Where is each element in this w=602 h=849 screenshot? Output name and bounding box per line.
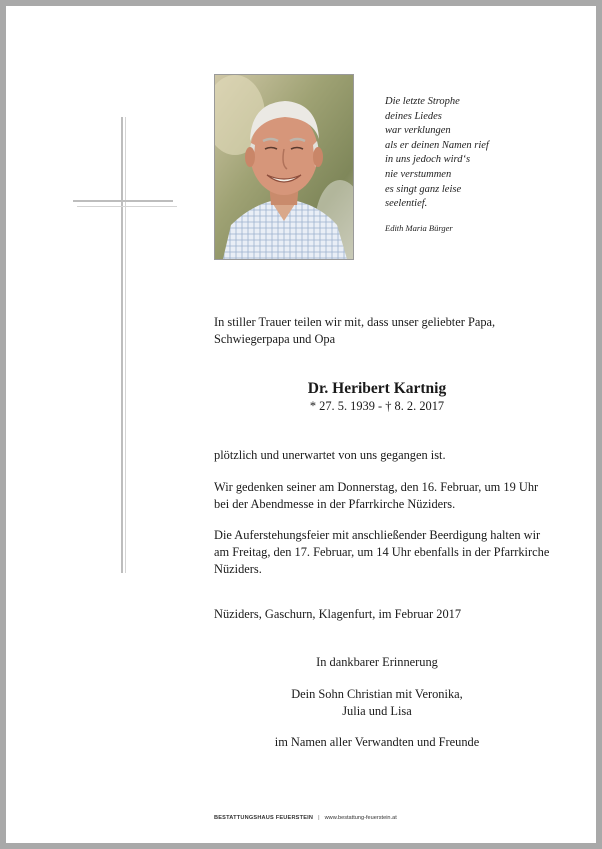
- remembrance-text: [214, 654, 540, 671]
- portrait-photo: [214, 74, 354, 260]
- poem: [385, 95, 575, 235]
- family-line: Dein Sohn Christian mit Veronika,: [291, 687, 463, 701]
- memorial-text: [214, 479, 538, 513]
- intro-line: In stiller Trauer teilen wir mit, dass unser geliebter Papa,: [214, 315, 496, 329]
- poem-line: war verklungen: [385, 125, 451, 137]
- passing-line: plötzlich und unerwartet von uns gegangen ist.: [214, 448, 446, 462]
- burial-line: Die Auferstehungsfeier mit anschließender Beerdigung halten wir: [214, 528, 541, 542]
- family-line: Julia und Lisa: [342, 704, 412, 718]
- poem-author: Edith Maria Bürger: [385, 222, 453, 233]
- poem-line: als er deinen Namen rief: [385, 139, 489, 151]
- burial-line: Nüziders.: [214, 562, 262, 576]
- footer-separator: |: [318, 815, 320, 821]
- life-dates: * 27. 5. 1939 - † 8. 2. 2017: [309, 399, 445, 413]
- burial-line: am Freitag, den 17. Februar, um 14 Uhr ebenfalls in der Pfarrkirche: [214, 545, 550, 559]
- poem-line: deines Liedes: [385, 110, 442, 122]
- poem-line: seelentief.: [385, 198, 428, 210]
- poem-line: es singt ganz leise: [385, 183, 462, 195]
- memorial-line: bei der Abendmesse in der Pfarrkirche Nüziders.: [214, 497, 456, 511]
- poem-line: Die letzte Strophe: [385, 96, 460, 107]
- intro-line: Schwiegerpapa und Opa: [214, 332, 336, 346]
- footer-website-link[interactable]: www.bestattung-feuerstein.at: [324, 815, 397, 821]
- place-date: [214, 606, 461, 623]
- relatives-text: [214, 734, 540, 751]
- footer: [214, 815, 397, 821]
- passing-text: [214, 447, 446, 464]
- cross-horizontal-beam: [73, 200, 177, 207]
- remembrance-line: In dankbarer Erinnerung: [316, 655, 438, 669]
- intro-text: [214, 314, 495, 348]
- burial-text: [214, 527, 549, 578]
- footer-brand: BESTATTUNGSHAUS FEUERSTEIN: [214, 815, 314, 821]
- cross-vertical-beam: [121, 117, 126, 573]
- family-text: [214, 686, 540, 720]
- memorial-line: Wir gedenken seiner am Donnerstag, den 16. Februar, um 19 Uhr: [214, 480, 539, 494]
- place-date-line: Nüziders, Gaschurn, Klagenfurt, im Februar 2017: [214, 607, 462, 621]
- poem-line: in uns jedoch wird‘s: [385, 154, 471, 166]
- deceased-name: Dr. Heribert Kartnig: [307, 380, 447, 397]
- relatives-line: im Namen aller Verwandten und Freunde: [274, 735, 480, 749]
- poem-line: nie verstummen: [385, 168, 452, 180]
